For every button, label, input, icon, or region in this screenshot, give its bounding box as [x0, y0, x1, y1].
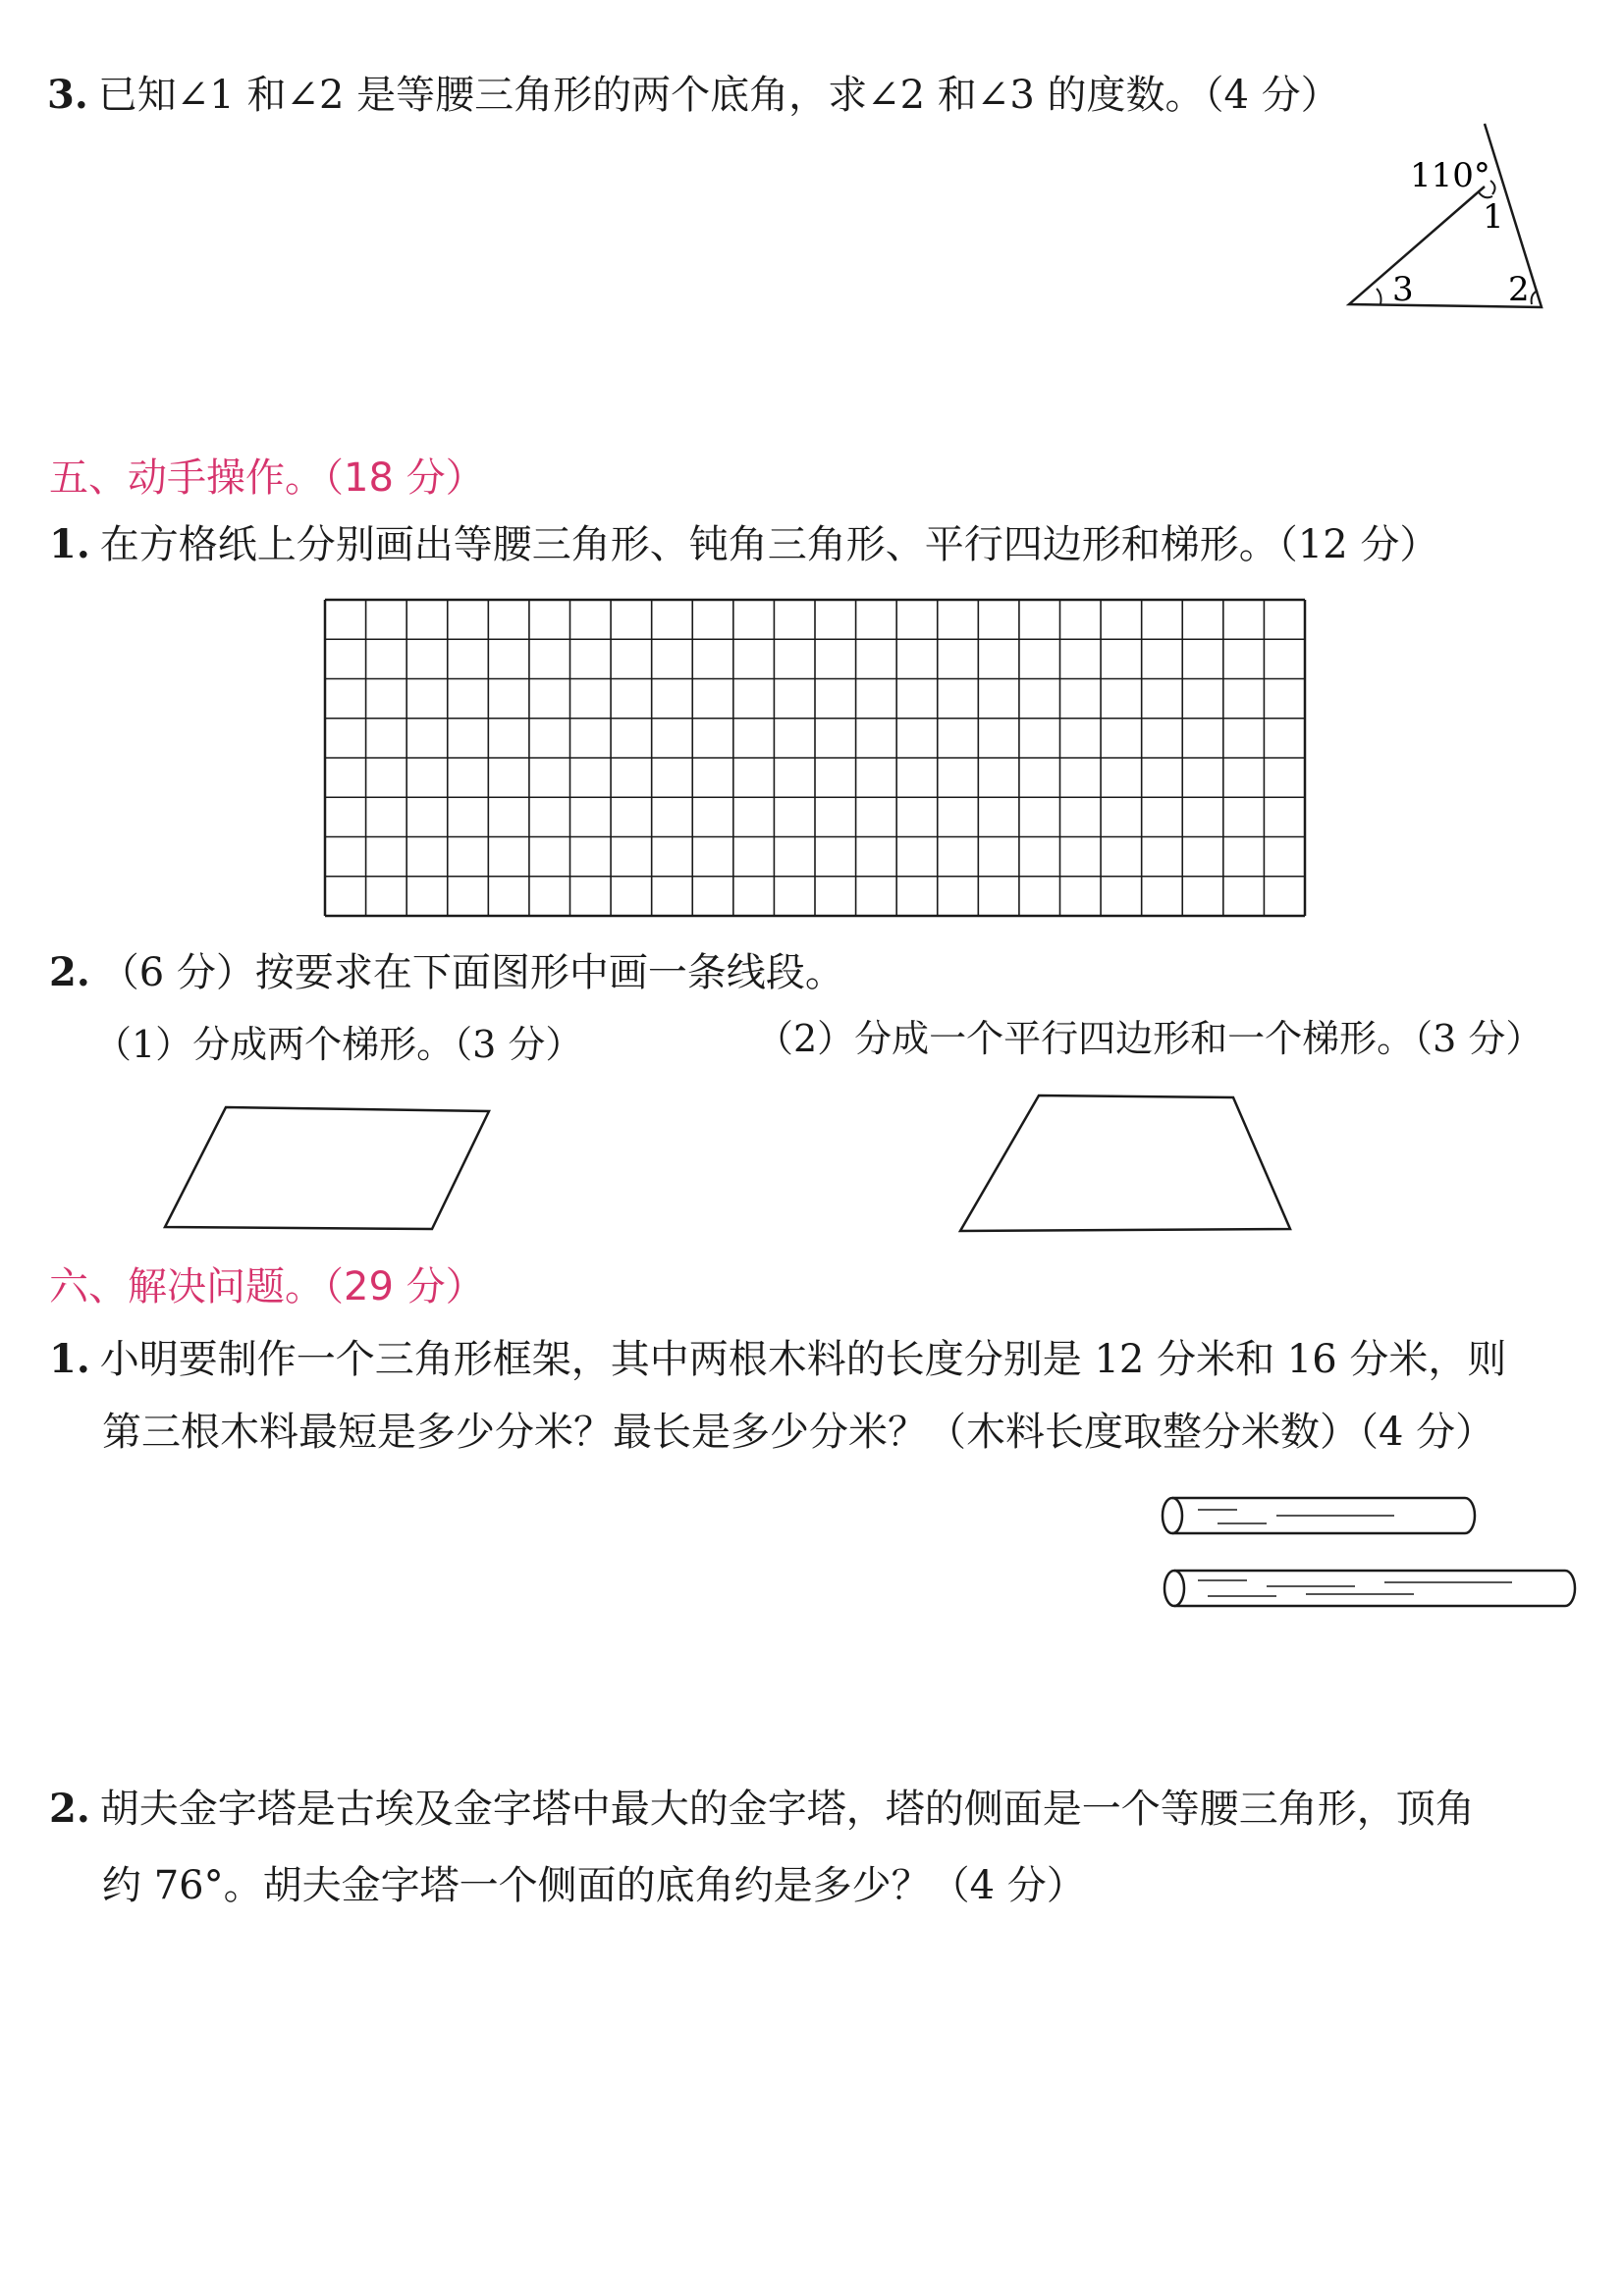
parallelogram-figure: [157, 1099, 501, 1237]
sub-question-1: （1）分成两个梯形。（3 分）: [94, 1023, 583, 1066]
section-6-title: 六、解决问题。（29 分）: [49, 1264, 485, 1309]
question-number: 1.: [49, 521, 90, 567]
question-3: [47, 71, 1340, 120]
section-6-question-2-line-2: 约 76°。胡夫金字塔一个侧面的底角约是多少？（4 分）: [102, 1863, 1086, 1908]
question-number: 1.: [49, 1336, 90, 1382]
trapezoid-figure: [952, 1090, 1296, 1237]
question-text-line-1: 胡夫金字塔是古埃及金字塔中最大的金字塔，塔的侧面是一个等腰三角形，顶角: [99, 1787, 1475, 1832]
angle-label-1: 1: [1483, 197, 1504, 237]
question-text: 在方格纸上分别画出等腰三角形、钝角三角形、平行四边形和梯形。（12 分）: [99, 522, 1439, 567]
angle-arc-110: [1490, 181, 1495, 194]
angle-label-3: 3: [1392, 270, 1414, 309]
wood-logs-figure: [1159, 1492, 1581, 1620]
section-6-question-1-line-2: 第三根木料最短是多少分米？最长是多少分米？（木料长度取整分米数）（4 分）: [102, 1410, 1495, 1455]
question-text-line-1: 小明要制作一个三角形框架，其中两根木料的长度分别是 12 分米和 16 分米，则: [99, 1337, 1507, 1382]
question-number: 2.: [49, 949, 90, 995]
section-5-question-2: [49, 948, 844, 997]
question-number: 3.: [47, 72, 88, 118]
question-text: 已知∠1 和∠2 是等腰三角形的两个底角，求∠2 和∠3 的度数。（4 分）: [97, 73, 1340, 118]
sub-question-2: （2）分成一个平行四边形和一个梯形。（3 分）: [756, 1017, 1543, 1060]
angle-arc-3: [1377, 289, 1381, 304]
triangle-figure: [1335, 118, 1571, 314]
grid-paper: [324, 599, 1306, 917]
question-number: 2.: [49, 1786, 90, 1832]
section-5-question-1: [49, 520, 1438, 569]
long-log: [1164, 1571, 1575, 1606]
section-5-title: 五、动手操作。（18 分）: [49, 455, 485, 501]
angle-label-2: 2: [1508, 270, 1530, 309]
question-text: （6 分）按要求在下面图形中画一条线段。: [99, 950, 844, 995]
angle-label-110: 110°: [1410, 156, 1490, 195]
section-6-question-2: [49, 1785, 1475, 1834]
short-log: [1163, 1498, 1475, 1533]
section-6-question-1: [49, 1335, 1506, 1384]
